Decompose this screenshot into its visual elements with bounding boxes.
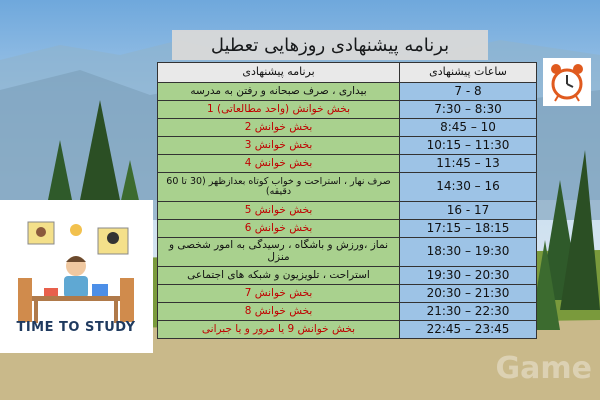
table-row (158, 220, 537, 238)
table-row (158, 101, 537, 119)
header-time: ساعات پیشنهادی (400, 63, 537, 83)
table-row (158, 321, 537, 339)
activity-cell: بخش خوانش 9 یا مرور و یا جبرانی (158, 321, 400, 339)
activity-cell: بخش خوانش 5 (158, 202, 400, 220)
study-illustration (0, 200, 153, 353)
schedule-rows (158, 83, 537, 339)
activity-cell: بخش خوانش 3 (158, 137, 400, 155)
time-cell: 7:30 – 8:30 (400, 101, 537, 119)
table-row (158, 155, 537, 173)
time-cell: 10:15 – 11:30 (400, 137, 537, 155)
table-header-row (158, 63, 537, 83)
table-row (158, 285, 537, 303)
time-cell: 14:30 – 16 (400, 173, 537, 202)
activity-cell: بخش خوانش 4 (158, 155, 400, 173)
table-row (158, 173, 537, 202)
activity-cell: بخش خوانش (واحد مطالعاتی) 1 (158, 101, 400, 119)
activity-cell: بخش خوانش 8 (158, 303, 400, 321)
page-title: برنامه پیشنهادی روزهایی تعطیل (172, 30, 488, 60)
time-cell: 21:30 – 22:30 (400, 303, 537, 321)
header-activity: برنامه پیشنهادی (158, 63, 400, 83)
time-cell: 7 - 8 (400, 83, 537, 101)
alarm-clock-icon (543, 58, 591, 106)
time-cell: 18:30 – 19:30 (400, 238, 537, 267)
activity-cell: استراحت ، تلویزیون و شبکه های اجتماعی (158, 267, 400, 285)
table-row (158, 202, 537, 220)
activity-cell: بخش خوانش 7 (158, 285, 400, 303)
activity-cell: بخش خوانش 2 (158, 119, 400, 137)
time-cell: 11:45 – 13 (400, 155, 537, 173)
table-row (158, 267, 537, 285)
time-cell: 19:30 – 20:30 (400, 267, 537, 285)
time-cell: 16 - 17 (400, 202, 537, 220)
time-cell: 22:45 – 23:45 (400, 321, 537, 339)
schedule-table (157, 62, 537, 339)
table-row (158, 137, 537, 155)
time-cell: 17:15 – 18:15 (400, 220, 537, 238)
table-row (158, 83, 537, 101)
table-row (158, 119, 537, 137)
activity-cell: بخش خوانش 6 (158, 220, 400, 238)
activity-cell: صرف نهار ، استراحت و خواب کوتاه بعدازظهر (30 تا 60 دقیقه) (158, 173, 400, 202)
study-caption: TIME TO STUDY (16, 320, 136, 335)
time-cell: 8:45 – 10 (400, 119, 537, 137)
activity-cell: بیداری ، صرف صبحانه و رفتن به مدرسه (158, 83, 400, 101)
time-cell: 20:30 – 21:30 (400, 285, 537, 303)
table-row (158, 238, 537, 267)
activity-cell: نماز ،ورزش و باشگاه ، رسیدگی به امور شخصی و منزل (158, 238, 400, 267)
table-row (158, 303, 537, 321)
watermark: Game (495, 351, 592, 386)
